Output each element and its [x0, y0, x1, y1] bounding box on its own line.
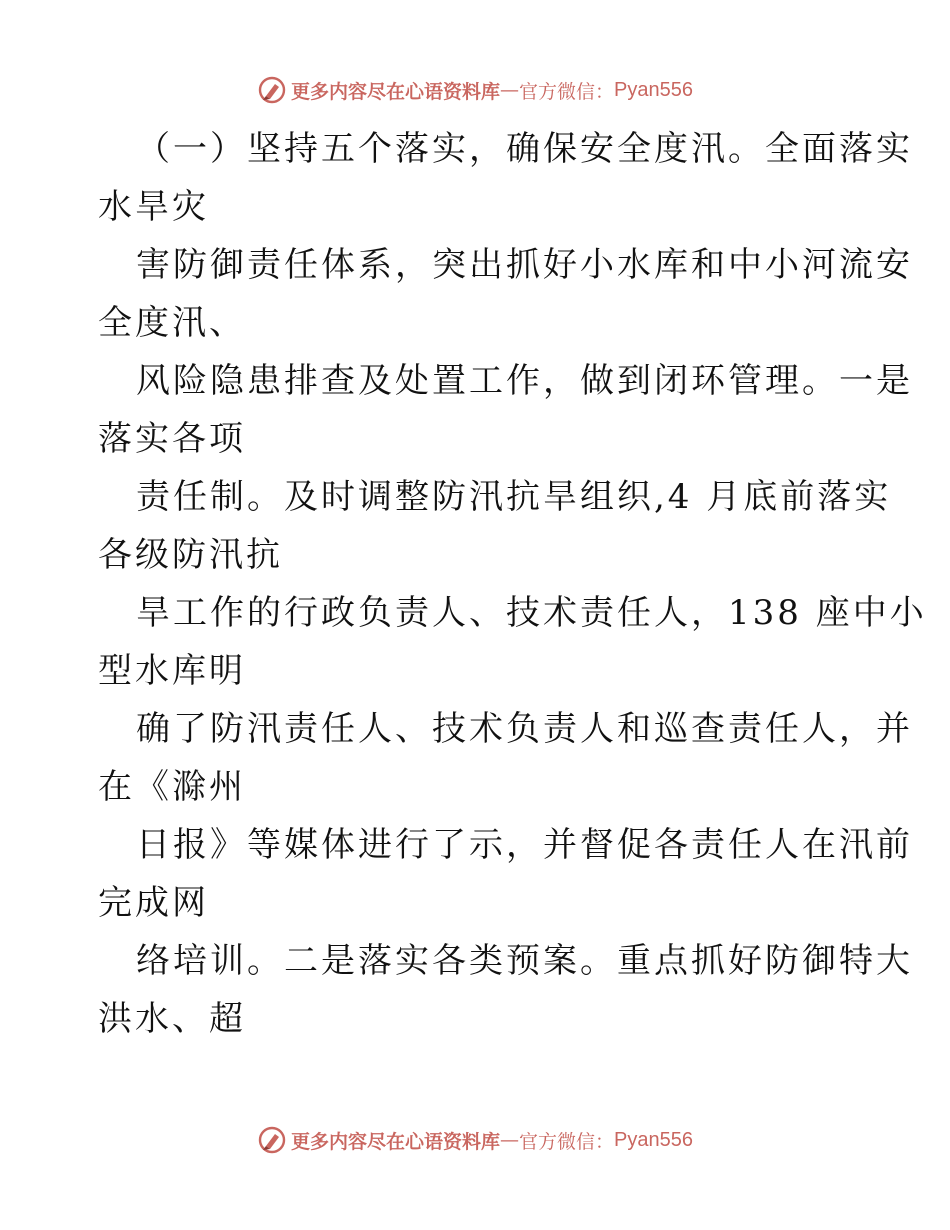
text-line: 在《滁州 — [98, 767, 246, 807]
text-line: 日报》等媒体进行了示，并督促各责任人在汛前 — [136, 825, 913, 865]
text-line: 完成网 — [98, 883, 209, 923]
text-line: 水旱灾 — [98, 187, 209, 227]
text-line: 害防御责任体系，突出抓好小水库和中小河流安 — [136, 245, 913, 285]
footer-wechat-id: Pyan556 — [614, 1128, 693, 1151]
footer-brand-text: 更多内容尽在心语资料库 — [291, 1130, 501, 1153]
footer-official-label: 官方微信： — [519, 1130, 615, 1153]
text-line: 确了防汛责任人、技术负责人和巡查责任人，并 — [136, 709, 913, 749]
header-brand-text: 更多内容尽在心语资料库 — [291, 80, 501, 103]
text-line: 落实各项 — [98, 419, 246, 459]
text-line: 风险隐患排查及处置工作，做到闭环管理。一是 — [136, 361, 913, 401]
text-line: 责任制。及时调整防汛抗旱组织,4 月底前落实 — [136, 477, 892, 517]
pen-logo-icon — [257, 75, 287, 105]
header-separator: — — [500, 79, 520, 101]
header-watermark — [0, 72, 950, 108]
footer-watermark — [0, 1122, 950, 1158]
text-line: （一）坚持五个落实，确保安全度汛。全面落实 — [136, 129, 913, 169]
document-body — [98, 120, 927, 1048]
text-line: 型水库明 — [98, 651, 246, 691]
text-line: 洪水、超 — [98, 999, 246, 1039]
header-official-label: 官方微信： — [519, 80, 615, 103]
text-line: 络培训。二是落实各类预案。重点抓好防御特大 — [136, 941, 913, 981]
text-line: 各级防汛抗 — [98, 535, 283, 575]
header-wechat-id: Pyan556 — [614, 78, 693, 101]
text-line: 全度汛、 — [98, 303, 246, 343]
footer-separator: — — [500, 1129, 520, 1151]
pen-logo-icon — [257, 1125, 287, 1155]
text-line: 旱工作的行政负责人、技术责任人，138 座中小 — [136, 593, 927, 633]
